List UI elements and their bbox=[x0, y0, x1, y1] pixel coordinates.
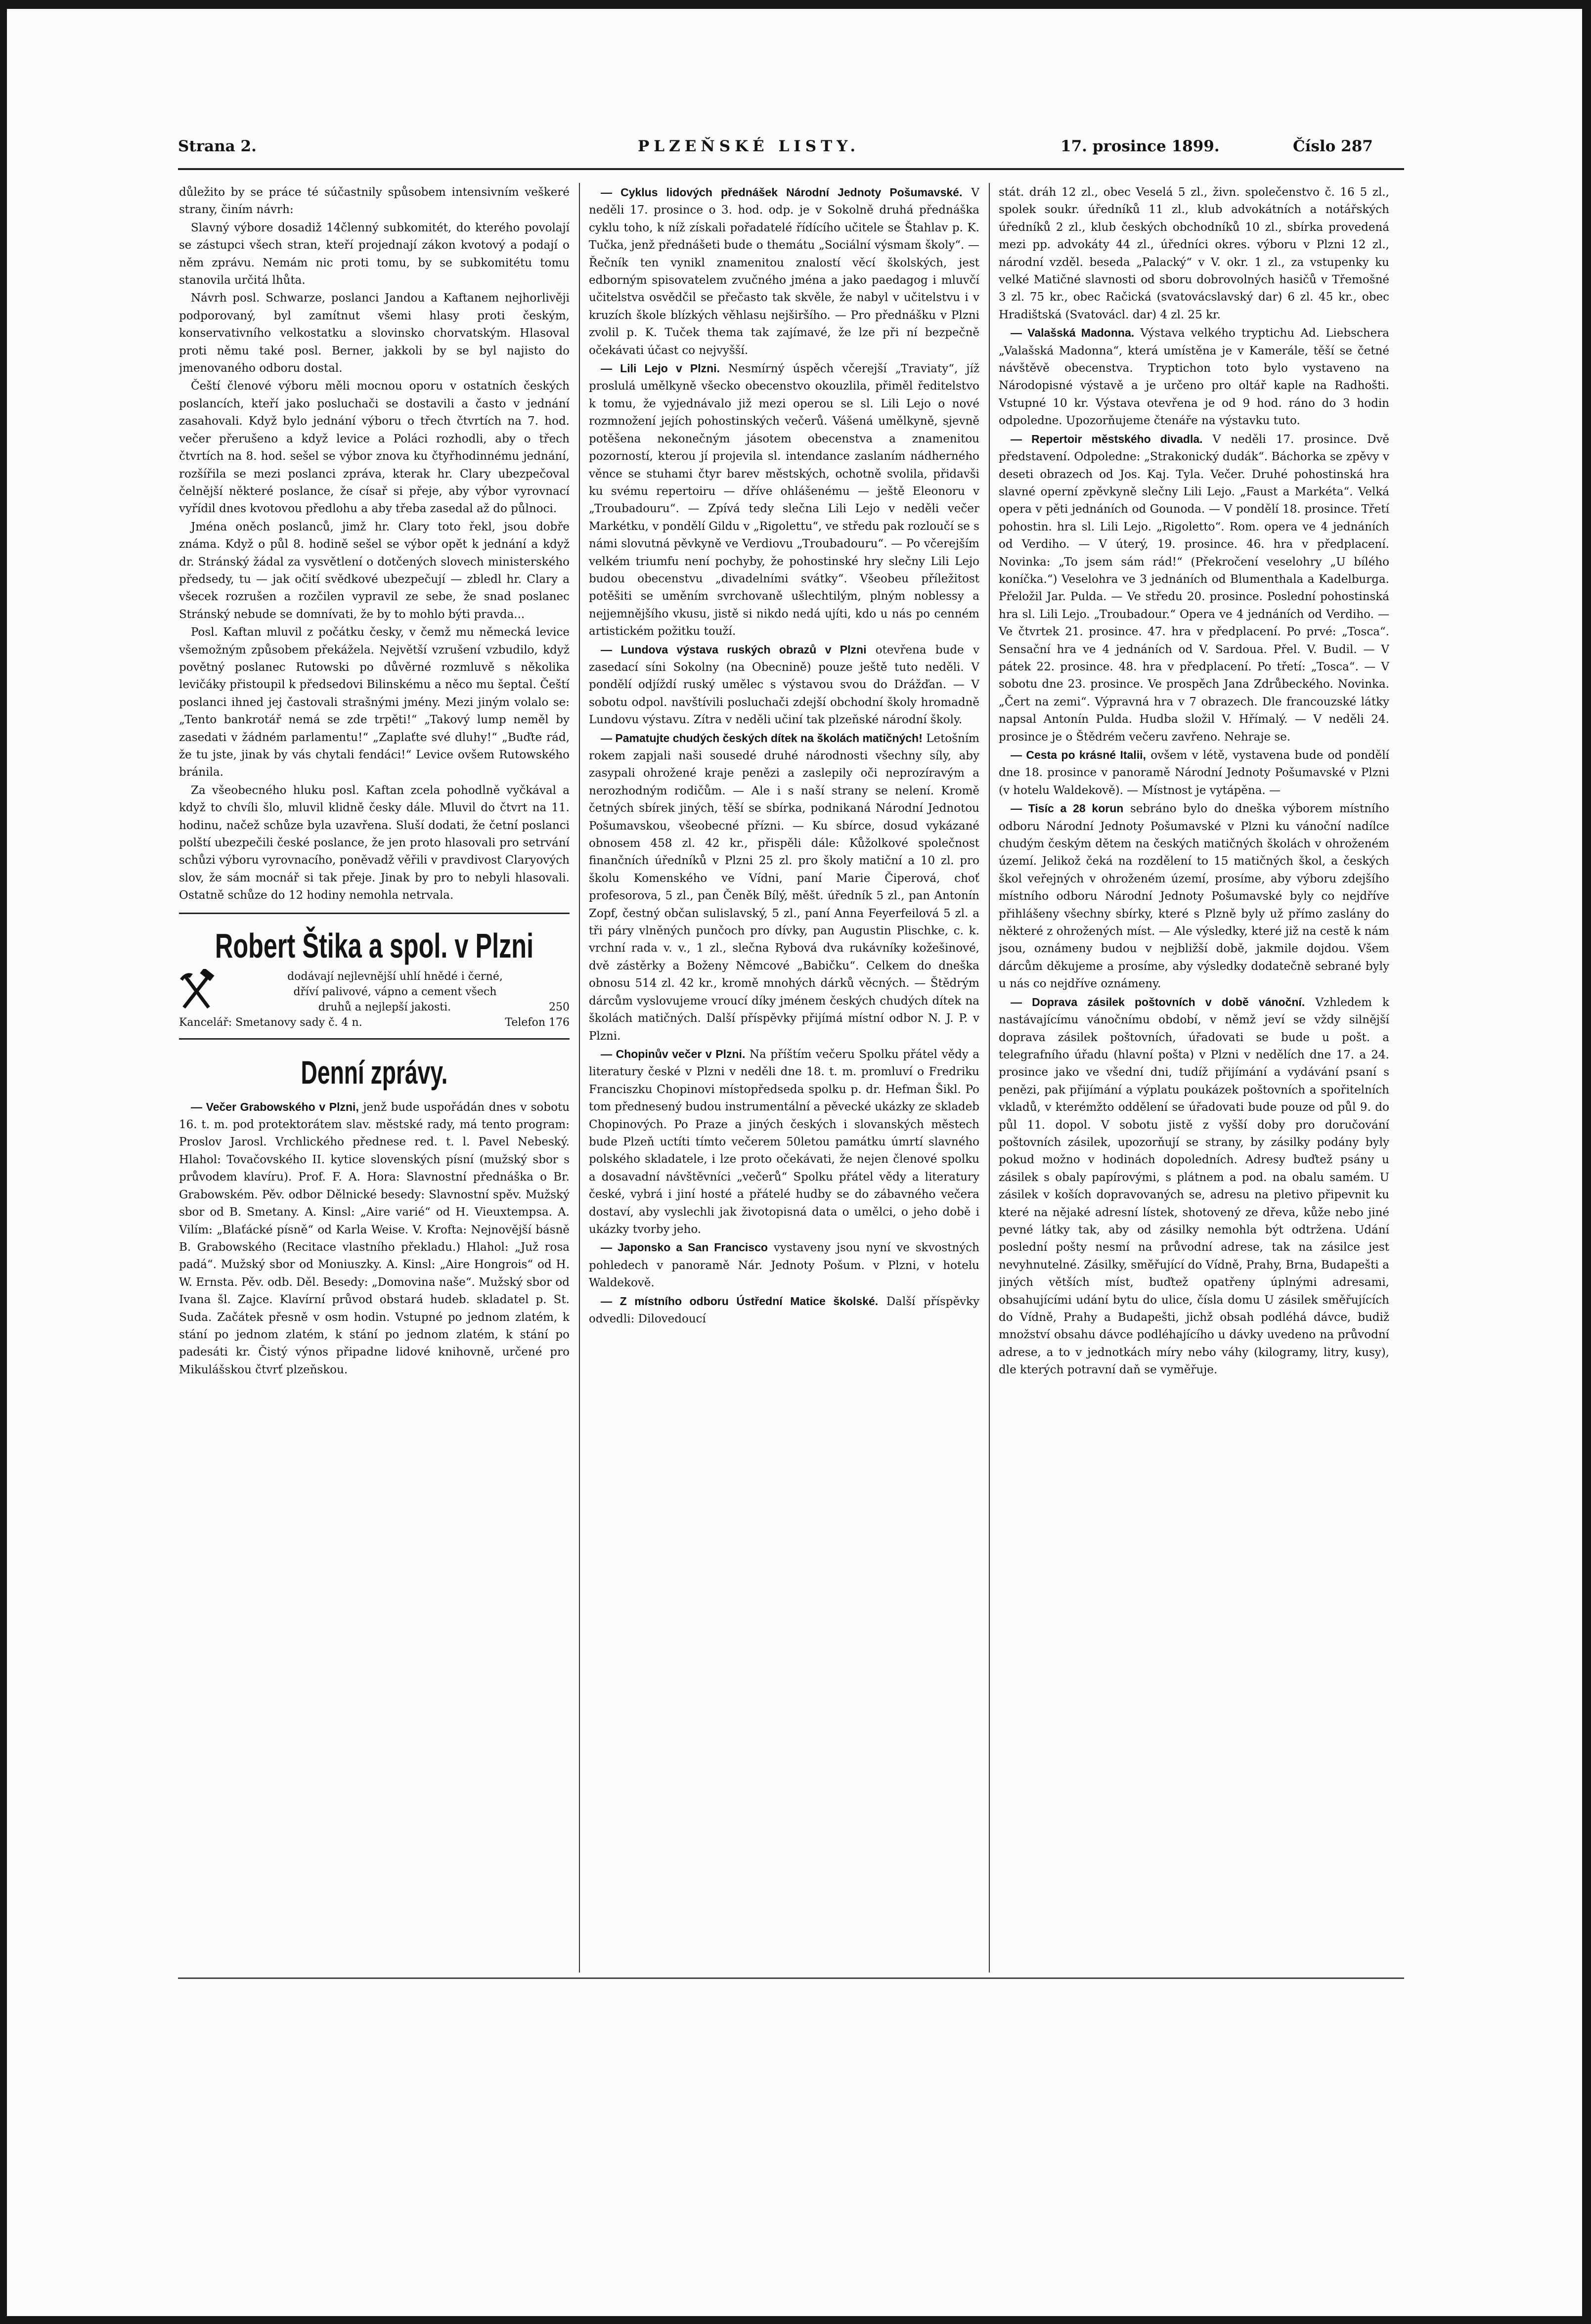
column-3 bbox=[999, 184, 1389, 1988]
news-headline: — Chopinův večer v Plzni. bbox=[601, 1047, 746, 1060]
paragraph: Posl. Kaftan mluvil z počátku česky, v čemž mu německá levice všemožným způsobem překážela. Největší vzrušení vzbudilo, když povětný poslanec Rutowski po důvěrné rozmluvě s několika levičáky přistoupil k předsedovi Bilinskému a něco mu šeptal. Čeští poslanci ihned jej častovali strašnými jmény. Mezi jiným volalo se: „Tento bankrotář nemá se zde trpěti!“ „Takový lump neměl by zasedati v žádném parlamentu!“ „Zaplaťte své dluhy!“ „Buďte rád, že tu jste, jinak by vás chytali fendáci!“ Levice ovšem Rutowského bránila. bbox=[179, 626, 570, 779]
news-headline: — Lili Lejo v Plzni. bbox=[601, 362, 720, 375]
news-body: otevřena bude v zasedací síni Sokolny (na Obecnině) pouze ještě tuto neděli. V pondělí odjíždí ruský umělec s výstavou svou do Drážďan. — V sobotu odpol. navštívili posluchači zdejší obchodní školy hromadně Lundovu výstavu. Zítra v neděli učiní tak plzeňské národní školy. bbox=[589, 643, 979, 727]
paragraph: Slavný výbore dosadiž 14členný subkomitét, do kterého povolají se zástupci všech stran, kteří projednají zákon kvotový a podají o něm zprávu. Nemám nic proti tomu, by se subkomitétu tomu stanovila určitá lhůta. bbox=[179, 221, 570, 287]
news-item bbox=[999, 431, 1389, 746]
divider bbox=[179, 913, 570, 917]
paragraph: Jména oněch poslanců, jimž hr. Clary toto řekl, jsou dobře známa. Když o půl 8. hodině sešel se výbor opět k jednání a když dr. Stránský žádal za vysvětlení o dotčených slovech ministerského předsedy, tu — jak očití svědkové ubezpečují — zbledl hr. Clary a všecek rozrušen a rozčilen vypravil ze sebe, že snad poslanec Stránský nebude se domnívati, že by to mohlo býti pravda... bbox=[179, 520, 570, 621]
news-item bbox=[999, 184, 1389, 324]
paragraph: Návrh posl. Schwarze, poslanci Jandou a Kaftanem nejhorlivěji podporovaný, byl zamítnut všemi hlasy proti českým, konservativního velkostatku a slovinsko chorvatským. Hlasoval proti němu také posl. Berner, jakkoli by se byl najisto do jmenovaného odboru dostal. bbox=[179, 292, 570, 375]
news-item bbox=[589, 1046, 979, 1238]
section-title: Denní zprávy. bbox=[301, 1053, 448, 1091]
news-headline: — Z místního odboru Ústřední Matice školské. bbox=[601, 1294, 879, 1308]
news-item bbox=[589, 184, 979, 359]
news-item bbox=[589, 1239, 979, 1292]
news-item bbox=[179, 1098, 570, 1379]
column-divider bbox=[579, 183, 580, 1973]
paragraph: Za všeobecného hluku posl. Kaftan zcela pohodlně vyčkával a když to chvíli šlo, mluvil klidně česky dále. Mluvil do čtvrt na 11. hodinu, načež schůze byla uzavřena. Sluší dodati, že četní poslanci polští ubezpečili české poslance, že jen proto hlasovali pro setrvání schůzi výboru vyrovnacího, poněvadž věřili v pravdivost Claryových slov, že sám mocnář si tak přeje. Jinak by pro to nebyli hlasovali. Ostatně schůze do 12 hodiny nemohla netrvala. bbox=[179, 784, 570, 902]
news-headline: — Pamatujte chudých českých dítek na školách matičných! bbox=[601, 731, 923, 745]
ad-line-text: druhů a nejlepší jakosti. bbox=[318, 1001, 451, 1013]
column-2 bbox=[589, 184, 979, 1988]
advertisement bbox=[179, 924, 570, 1030]
ad-office: Kancelář: Smetanovy sady č. 4 n. bbox=[179, 1016, 362, 1029]
news-item bbox=[999, 324, 1389, 430]
news-body: Na příštím večeru Spolku přátel vědy a literatury české v Plzni v neděli dne 18. t. m. promluví o Fredriku Franciszku Chopinovi místopředseda spolku p. dr. Hefman Šikl. Po tom přednesený budou instrumentální a pěvecké ukázky ze skladeb Chopinových. Po Praze a jiných českých i slovanských městech bude Plzeň uctíti tímto večerem 50letou památku úmrtí slavného polského skladatele, i lze proto očekávati, že nejen členové spolku a dosavadní návštěvníci „večerů“ Spolku přátel vědy a literatury české, vybrá i jiní hosté a přátelé hudby se do zábavného večera dostaví, aby vyslechli jak životopisná data o umělci, o jeho době i ukázky tvorby jeho. bbox=[589, 1048, 979, 1236]
news-body: V neděli 17. prosince. Dvě představení. Odpoledne: „Strakonický dudák“. Báchorka se zpěvy v deseti obrazech od Jos. Kaj. Tyla. Večer. Druhé pohostinská hra slavné operní zpěvkyně slečny Lili Lejo. „Faust a Markéta“. Velká opera v pěti jednáních od Gounoda. — V pondělí 18. prosince. Třetí pohostin. hra sl. Lili Lejo. „Rigoletto“. Rom. opera ve 4 jednáních od Verdiho. — V úterý, 19. prosince. 46. hra v předplacení. Novinka: „To jsem sám rád!“ (Překročení veselohry „U bílého koníčka.“) Veselohra ve 3 jednáních od Blumenthala a Kadelburga. Přeložil Jar. Pulda. — Ve středu 20. prosince. Poslední pohostinská hra sl. Lili Lejo. „Troubadour.“ Opera ve 4 jednáních od Verdiho. — Ve čtvrtek 21. prosince. 47. hra v předplacení. Po prvé: „Tosca“. Sensační hra ve 4 jednáních od V. Sardoua. Přel. V. Budil. — V pátek 22. prosince. 48. hra v předplacení. Po třetí: „Tosca“. — V sobotu dne 23. prosince. Ve prospěch Jana Zdrůbeckého. Novinka. „Čert na zemi“. Výpravná hra v 7 obrazech. Dle francouzské látky napsal Antonín Pulda. Hudba složil V. Hřímalý. — V neděli 24. prosince je o Štědrém večeru zavřeno. Nehraje se. bbox=[999, 433, 1389, 744]
ad-footer bbox=[179, 1015, 570, 1030]
news-body: Výstava velkého tryptichu Ad. Liebschera „Valašská Madonna“, která umístěna je v Kamerále, těší se četné návštěvě obecenstva. Tryptichon toto bylo vystaveno na Národopisné výstavě a je určeno pro oltář kaple na Radhošti. Vstupné 10 kr. Výstava otevřena je od 9 hod. ráno do 3 hodin odpoledne. Upozorňujeme čtenáře na výstavku tuto. bbox=[999, 327, 1389, 428]
news-headline: — Večer Grabowského v Plzni, bbox=[191, 1100, 359, 1113]
hammer-and-pick-icon bbox=[179, 969, 215, 1011]
issue-number: Číslo 287 bbox=[1293, 137, 1373, 155]
ad-title: Robert Štika a spol. v Plzni bbox=[215, 926, 534, 965]
ad-number: 250 bbox=[549, 1001, 570, 1013]
divider bbox=[179, 1038, 570, 1042]
issue-date: 17. prosince 1899. bbox=[1061, 137, 1220, 155]
footer-rule bbox=[178, 1977, 1404, 1979]
newspaper-title: PLZEŇSKÉ LISTY. bbox=[638, 137, 860, 155]
ad-line: dříví palivové, vápno a cement všech bbox=[293, 985, 497, 998]
news-item bbox=[589, 1293, 979, 1328]
news-item bbox=[589, 360, 979, 641]
news-headline: — Tisíc a 28 korun bbox=[1011, 802, 1124, 815]
column-divider bbox=[989, 183, 990, 1973]
column-1 bbox=[179, 184, 570, 1988]
news-body: V neděli 17. prosince o 3. hod. odp. je v Sokolně druhá přednáška cyklu toho, k níž získali pořadatelé řídícího učitele se Štahlav p. K. Tučka, jenž přednášeti bude o themátu „Sociální výsmam školy“. — Řečník ten vynikl znamenitou znalostí věcí školských, jest edborným spisovatelem zvučného jména a jako paedagog i mluvčí učitelstva osvědčil se přečasto tak skvěle, že nabyl v učitelstvu i v kruzích škole blízkých věhlasu nejširšího. — Pro přednášku v Plzni zvolil p. K. Tuček thema tak zajímavé, že lze při ní bezpečně očekávati účast co nejvyšší. bbox=[589, 186, 979, 357]
news-body: Letošním rokem zapjali naši sousedé druhé národnosti všechny síly, aby zasypali ohrožené kraje penězi a zaslepily oči neprozíravým a nerozhodným rodičům. — Ale i s naší strany se nelení. Kromě četných sbírek jiných, těší se sbírka, podnikaná Národní Jednotou Pošumavskou, všeobecné přízni. — Ku sbírce, dosud vykázané obnosem 458 zl. 42 kr., přispěli dále: Kůžolkové společnost finančních úředníků v Plzni 25 zl. pro školy matiční a 10 zl. pro školu Komenského ve Vídni, paní Marie Čiperová, choť profesorova, 5 zl., pan Čeněk Bílý, měšt. úředník 5 zl., pan Antonín Zopf, čestný občan sulislavský, 5 zl., paní Anna Feyerfeilová 5 zl. a tři páry vlněných punčoch pro dívky, pan Augustin Plischke, c. k. vrchní rada v. v., 1 zl., slečna Rybová dva rukávníky kožešinové, dvě zástěrky a Boženy Němcové „Babičku“. Celkem do dneška obnosu 514 zl. 42 kr., kromě mnohých dárků věcných. — Štědrým dárcům vyslovujeme vroucí díky jménem českých chudých dítek na školách matičných. Další příspěvky přijímá místní odbor N. J. P. v Plzni. bbox=[589, 732, 979, 1043]
news-body: vystaveny jsou nyní ve skvostných pohledech v panoramě Nár. Jednoty Pošum. v Plzni, v hotelu Waldekově. bbox=[589, 1241, 979, 1290]
news-headline: — Repertoir městského divadla. bbox=[1011, 432, 1203, 445]
news-body: jenž bude uspořádán dnes v sobotu 16. t. m. pod protektorátem slav. městské rady, má tento program: Proslov Jarosl. Vrchlického přednese red. t. l. Pavel Nebeský. Hlahol: Tovačovského II. kytice slovenských písní (mužský sbor s průvodem klavíru). Prof. F. A. Hora: Slavnostní přednáška o Br. Grabowském. Pěv. odbor Dělnické besedy: Slavnostní spěv. Mužský sbor od B. Smetany. A. Kinsl: „Aire varié“ od H. Vieuxtempsa. A. Vilím: „Blaťácké písně“ od Karla Weise. V. Krofta: Nejnovější básně B. Grabowského (Recitace vlastního překladu.) Hlahol: „Juž rosa padá“. Mužský sbor od Moniuszky. A. Kinsl: „Aire Hongrois“ od H. W. Ernsta. Pěv. odb. Děl. Besedy: „Domovina naše“. Mužský sbor od Ivana šl. Zajce. Klavírní průvod obstará hudeb. skladatel p. St. Suda. Začátek přesně v osm hodin. Vstupné po jednom zlatém, k stání po jednom zlatém, k stání po jednom zlatém, k stání po padesáti kr. Čistý výnos připadne lidové knihovně, určené pro Mikulášskou čtvrť plzeňskou. bbox=[179, 1100, 570, 1376]
news-headline: — Japonsko a San Francisco bbox=[601, 1241, 768, 1254]
news-headline: — Valašská Madonna. bbox=[1011, 326, 1135, 340]
page-header bbox=[178, 132, 1404, 162]
news-item bbox=[999, 746, 1389, 799]
ad-text bbox=[221, 969, 570, 1015]
news-item bbox=[999, 994, 1389, 1379]
news-body: stát. dráh 12 zl., obec Veselá 5 zl., živn. společenstvo č. 16 5 zl., spolek soukr. úředníků 11 zl., klub advokátních a notářských úředníků 2 zl., klub českých obchodníků 10 zl., sbírka provedená mezi pp. advokáty 44 zl., úředníci okres. výboru v Plzni 12 zl., národní vzděl. beseda „Palacký“ v V. okr. 1 zl., za vstupenky ku velké Matičné slavnosti od sboru dobrovolných hasičů v Třemošné 3 zl. 75 kr., obec Račická (svatovácslavský dar) 6 zl. 45 kr., obec Hradištská (Svatovácl. dar) 4 zl. 25 kr. bbox=[999, 186, 1389, 321]
ad-body bbox=[179, 969, 570, 1015]
news-item bbox=[589, 730, 979, 1045]
news-body: Nesmírný úspěch včerejší „Traviaty“, jíž proslulá umělkyně všecko obecenstvo okouzlila, přiměl ředitelstvo k tomu, že vyjednávalo již mezi operou se sl. Lili Lejo o nové rozmnožení jejích pohostinských večerů. Vášená umělkyně, sjevně potěšena nekonečným jásotem obecenstva a znamenitou pozorností, kterou jí projevila sl. intendance zaslaním nádherného věnce se stuhami čtyr barev městských, ochotně svolila, přidavši ku svému repertoiru — dříve ohlášenému — ještě Eleonoru v „Troubadouru“. — Zpívá tedy slečna Lili Lejo v neděli večer Markétku, v pondělí Gildu v „Rigolettu“, ve středu pak rozloučí se s námi slovutná pěvkyně ve Verdiovu „Troubadouru“. — Po včerejším velkém triumfu není pochyby, že pohostinské hry slečny Lili Lejo budou obecenstvu „divadelními svátky“. Všeobeu příležitost potěšiti se uměním svrchovaně ušlechtilým, plným noblessy a nejjemnějšího vkusu, jistě si nikdo nedá ujíti, kdo u nás po cenném artistickém požitku touží. bbox=[589, 362, 979, 638]
header-rule bbox=[178, 168, 1404, 170]
news-headline: — Cyklus lidových přednášek Národní Jednoty Pošumavské. bbox=[601, 186, 963, 199]
ad-phone: Telefon 176 bbox=[505, 1016, 570, 1029]
ad-line bbox=[221, 1000, 570, 1015]
news-body: ovšem v létě, vystavena bude od pondělí dne 18. prosince v panoramě Národní Jednoty Pošumavské v Plzni (v hotelu Waldekově). — Místnost je vytápěna. — bbox=[999, 749, 1389, 797]
ad-line: dodávají nejlevnější uhlí hnědé i černé, bbox=[287, 970, 503, 983]
page-number: Strana 2. bbox=[178, 137, 257, 155]
news-headline: — Doprava zásilek poštovních v době vánoční. bbox=[1011, 995, 1305, 1009]
paragraph: důležito by se práce té súčastnily spůsobem intensivním veškeré strany, činím návrh: bbox=[179, 186, 570, 217]
news-item bbox=[999, 800, 1389, 993]
news-item bbox=[589, 641, 979, 729]
news-body: Vzhledem k nastávajícímu vánočnímu období, v němž jeví se vždy silnější doprava zásilek poštovních, úřadovati se bude u pošt. a telegrafního úřadu (hlavní pošta) v Plzni v nedělích dne 17. a 24. prosince jako ve všední dni, tudíž přijímání a vydávání psaní s penězi, pak přijímání a výplatu poukázek poštovních a spořitelních vkladů, v kterémžto oddělení se úřadovati bude pouze od půl 9. do půl 11. dopol. V sobotu jistě z vyšší doby pro doručování poštovních zásilek, upozorňují se strany, by zásilky podány byly pokud možno v hodinách dopoledních. Adresy buďtež psány u zásilek s obaly papírovými, s plátnem a pod. na obalu samém. U zásilek v koších dopravovaných se, adresu na pletivo připevnit ku které na nějaké adresní lístek, shotovený ze dřeva, kůže nebo jiné pevné látky tak, aby od zásilky nemohla být odtržena. Udání poslední pošty nesmí na průvodní adrese, tak na zásilce jest nevyhnutelné. Zásilky, směřující do Vídně, Prahy, Brna, Budapešti a jiných větších míst, buďtež opatřeny úplnými adresami, obsahujícími udání bytu do ulice, čísla domu U zásilek směřujících do Vídně, Prahy a Budapešti, jichž obsah podléhá dávce, budiž množství obsahu dávce podléhajícího u dávky uvedeno na průvodní adrese, a to v jednotkách míry nebo váhy (kilogramy, litry, kusy), dle kterých potravní daň se vyměřuje. bbox=[999, 996, 1389, 1377]
news-headline: — Cesta po krásné Italii, bbox=[1011, 748, 1146, 761]
news-body: Další příspěvky odvedli: Dilovedoucí bbox=[589, 1295, 979, 1325]
news-body: sebráno bylo do dneška výborem místního odboru Národní Jednoty Pošumavské v Plzni ku vánoční nadílce chudým českým dětem na českých matičných školách v ohroženém území. Jelikož čeká na rozdělení to 15 matičných škol, a českých škol veřejných v ohroženém území, prosíme, aby výboru zdejšího místního odboru Národní Jednoty Pošumavské byly co nejdříve přihlášeny všechny sbírky, které s Plzně byly už přímo zaslány do některé z ohrožených míst. — Ale výsledky, které již na cestě k nám jsou, oznámeny budou v nejbližší době, jakmile dojdou. Všem dárcům děkujeme a prosíme, aby výsledky dodatečně sebrané byly u nás co nejdříve oznámeny. bbox=[999, 802, 1389, 991]
news-headline: — Lundova výstava ruských obrazů v Plzni bbox=[601, 643, 867, 656]
paragraph: Čeští členové výboru měli mocnou oporu v ostatních českých poslancích, kteří jako posluchači se dostavili a často v jednání zasahovali. Když bylo jednání výboru o třech čtvrtích na 7. hod. večer přerušeno a když levice a Poláci rozhodli, aby o třech čtvrtích na 8. hod. sešel se výbor znova ku čtyřhodinnému jednání, rozšířila se mezi poslanci zpráva, kterak hr. Clary ubezpečoval čelnější některé poslance, že císař si přeje, aby výbor vyrovnací vyřídil dnes kvotovou předlohu a aby třeba zasedal až do půlnoci. bbox=[179, 380, 570, 516]
